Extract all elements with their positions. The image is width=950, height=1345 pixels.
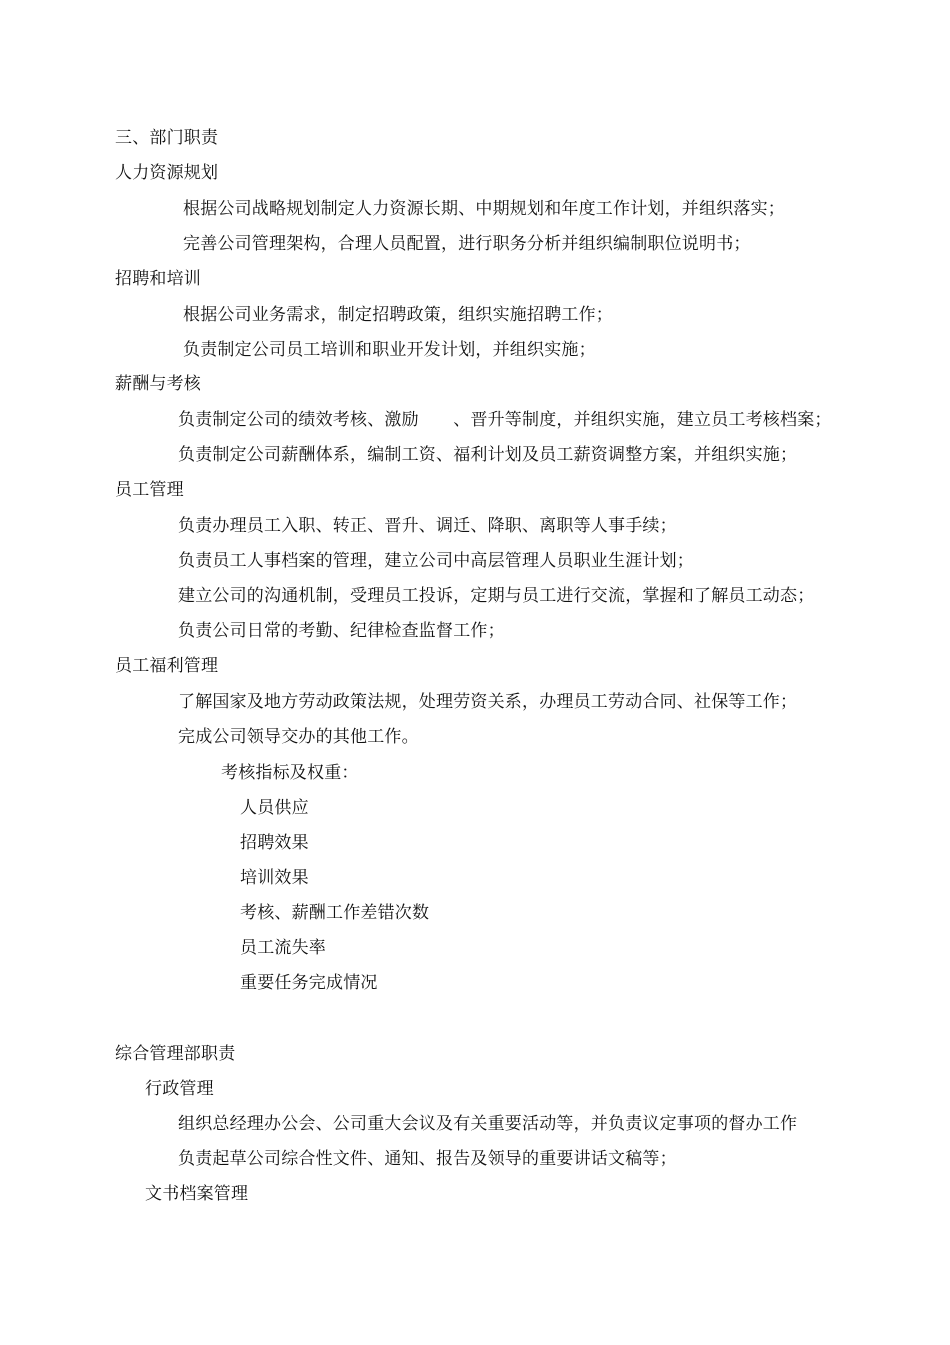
welfare-item-2: 完成公司领导交办的其他工作。 xyxy=(178,727,419,747)
staff-item-1: 负责办理员工入职、转正、晋升、调迁、降职、离职等人事手续； xyxy=(178,516,677,536)
kpi-item-5: 员工流失率 xyxy=(240,938,326,958)
kpi-item-2: 招聘效果 xyxy=(240,833,309,853)
recruit-item-1: 根据公司业务需求，制定招聘政策，组织实施招聘工作； xyxy=(183,305,613,325)
heading-welfare-management: 员工福利管理 xyxy=(115,656,219,676)
planning-item-1: 根据公司战略规划制定人力资源长期、中期规划和年度工作计划，并组织落实； xyxy=(183,199,785,219)
staff-item-3: 建立公司的沟通机制，受理员工投诉，定期与员工进行交流，掌握和了解员工动态； xyxy=(178,586,815,606)
heading-general-admin-dept: 综合管理部职责 xyxy=(115,1044,236,1064)
kpi-item-4: 考核、薪酬工作差错次数 xyxy=(240,903,430,923)
staff-item-4: 负责公司日常的考勤、纪律检查监督工作； xyxy=(178,621,505,641)
heading-staff-management: 员工管理 xyxy=(115,480,184,500)
kpi-heading: 考核指标及权重： xyxy=(221,763,359,783)
kpi-item-3: 培训效果 xyxy=(240,868,309,888)
recruit-item-2: 负责制定公司员工培训和职业开发计划，并组织实施； xyxy=(183,340,596,360)
heading-admin-management: 行政管理 xyxy=(145,1079,214,1099)
heading-comp-appraisal: 薪酬与考核 xyxy=(115,374,201,394)
comp-item-1: 负责制定公司的绩效考核、激励 、晋升等制度，并组织实施，建立员工考核档案； xyxy=(178,410,832,430)
section-title: 三、部门职责 xyxy=(115,128,219,148)
heading-document-archive: 文书档案管理 xyxy=(145,1184,249,1204)
planning-item-2: 完善公司管理架构，合理人员配置，进行职务分析并组织编制职位说明书； xyxy=(183,234,751,254)
welfare-item-1: 了解国家及地方劳动政策法规，处理劳资关系，办理员工劳动合同、社保等工作； xyxy=(178,692,798,712)
heading-recruit-training: 招聘和培训 xyxy=(115,269,201,289)
staff-item-2: 负责员工人事档案的管理，建立公司中高层管理人员职业生涯计划； xyxy=(178,551,694,571)
comp-item-2: 负责制定公司薪酬体系，编制工资、福利计划及员工薪资调整方案，并组织实施； xyxy=(178,445,798,465)
kpi-item-6: 重要任务完成情况 xyxy=(240,973,378,993)
heading-hr-planning: 人力资源规划 xyxy=(115,163,219,183)
admin-item-1: 组织总经理办公会、公司重大会议及有关重要活动等，并负责议定事项的督办工作 xyxy=(178,1114,798,1134)
kpi-item-1: 人员供应 xyxy=(240,798,309,818)
admin-item-2: 负责起草公司综合性文件、通知、报告及领导的重要讲话文稿等； xyxy=(178,1149,677,1169)
